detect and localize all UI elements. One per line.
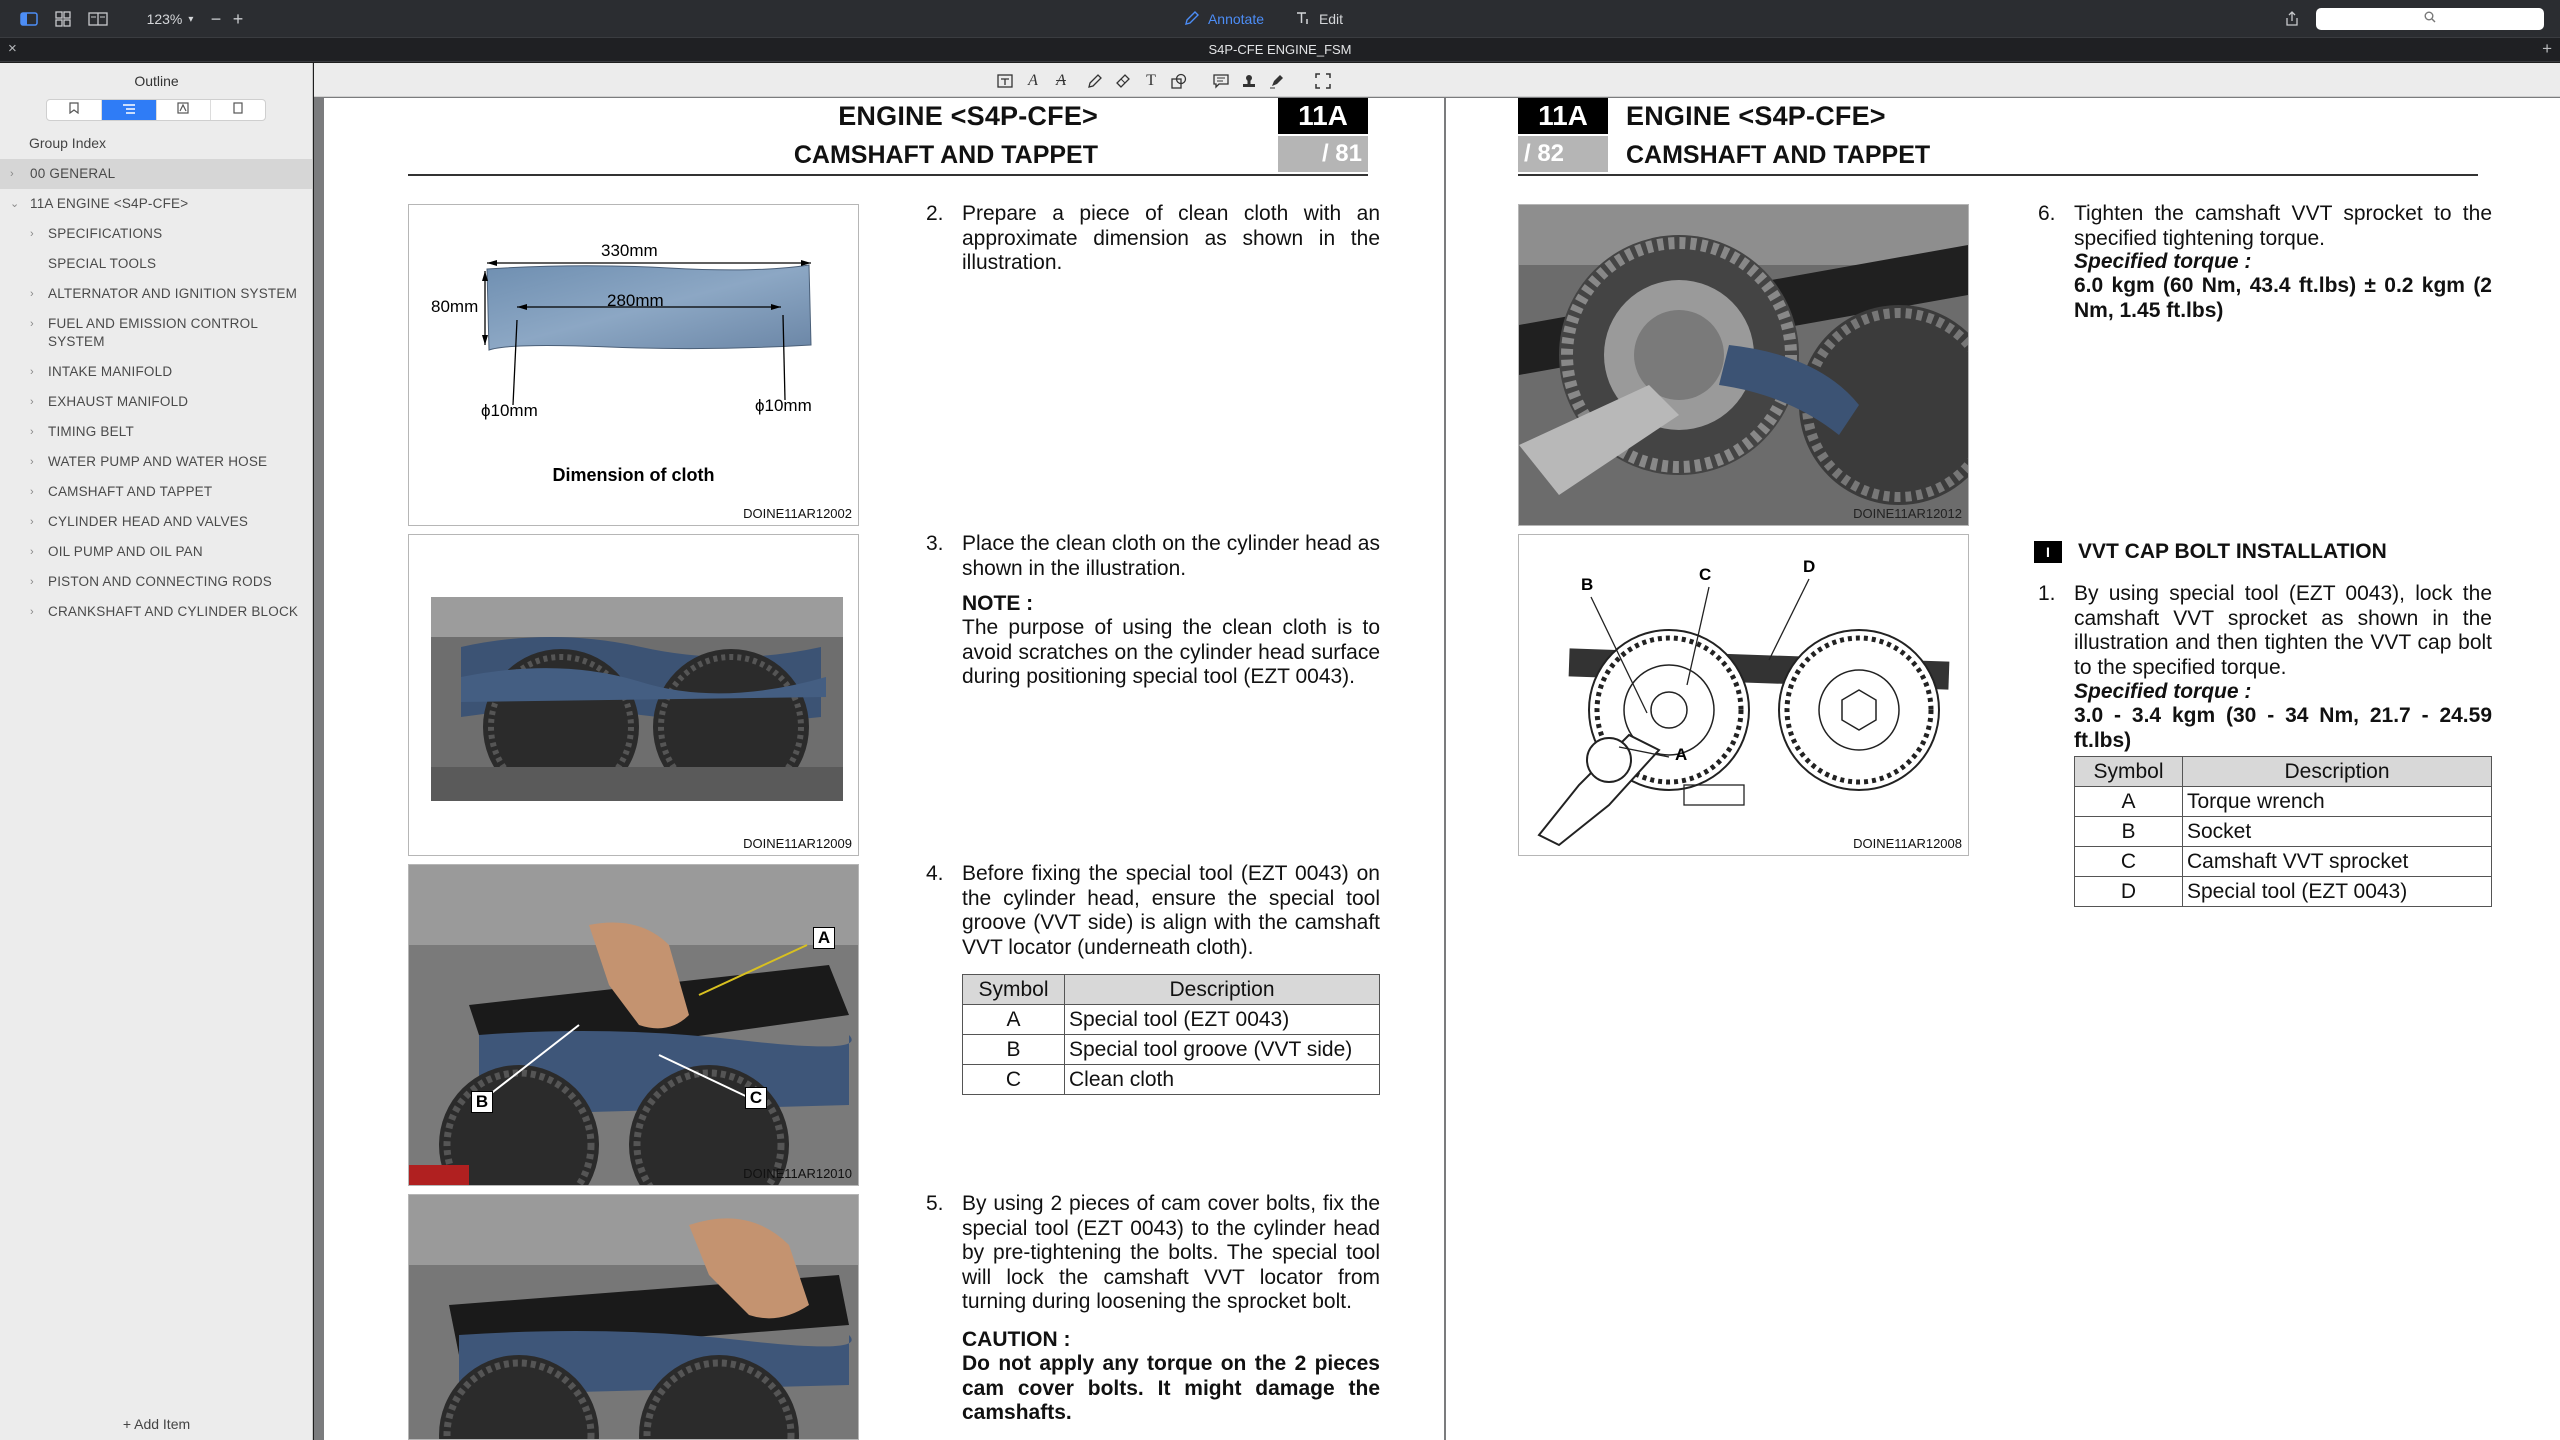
chevron-right-icon[interactable]: ›	[30, 396, 34, 408]
text-tool-icon[interactable]: T	[1146, 72, 1156, 89]
strikethrough-icon[interactable]: A	[1056, 72, 1066, 89]
annotation-toolbar	[314, 63, 2560, 97]
step-6-torque-value: 6.0 kgm (60 Nm, 43.4 ft.lbs) ± 0.2 kgm (2 Nm, 1.45 ft.lbs)	[2074, 274, 2492, 322]
eraser-icon[interactable]	[1114, 72, 1132, 90]
outline-item-label: TIMING BELT	[48, 424, 134, 439]
outline-item-label: SPECIAL TOOLS	[48, 256, 157, 271]
dimension-330: 330mm	[601, 241, 658, 260]
chevron-right-icon[interactable]: ›	[30, 576, 34, 588]
outline-tab[interactable]	[102, 100, 157, 120]
chevron-right-icon[interactable]: ›	[30, 366, 34, 378]
callout-c: C	[1699, 565, 1712, 584]
bookmark-icon	[69, 101, 79, 119]
table-cell-symbol: A	[963, 1005, 1065, 1035]
step-5-caution-text: Do not apply any torque on the 2 pieces cam cover bolts. It might damage the camshafts.	[962, 1352, 1380, 1424]
step-2-number: 2.	[926, 202, 944, 225]
figure-code: DOINE11AR12012	[1853, 506, 1962, 521]
figure-cloth-on-head	[408, 534, 859, 856]
figure-bolts-pretighten	[408, 1194, 859, 1440]
chevron-right-icon[interactable]: ›	[30, 288, 34, 300]
table-row	[2075, 787, 2492, 817]
chevron-right-icon[interactable]: ›	[30, 456, 34, 468]
outline-item-label: FUEL AND EMISSION CONTROL SYSTEM	[48, 316, 258, 349]
step-5-text: By using 2 pieces of cam cover bolts, fix the special tool (EZT 0043) to the cylinder head by pre-tightening the bolts. The special tool will lock the camshaft VVT locator from turning during loosening the sprocket bolt.	[962, 1192, 1380, 1313]
section-title: VVT CAP BOLT INSTALLATION	[2078, 540, 2387, 563]
step-1-text: By using special tool (EZT 0043), lock the camshaft VVT sprocket as shown in the illustration and then tighten the VVT cap bolt to the specified torque.	[2074, 582, 2492, 679]
callout-c: C	[745, 1087, 767, 1109]
step-6-number: 6.	[2038, 202, 2056, 225]
outline-item-alternator[interactable]	[0, 279, 312, 309]
step-2-text: Prepare a piece of clean cloth with an approximate dimension as shown in the illustration.	[962, 202, 1380, 274]
bookmark-tab[interactable]	[47, 100, 102, 120]
outline-item-label: CAMSHAFT AND TAPPET	[48, 484, 213, 499]
outline-list	[0, 159, 312, 627]
two-page-view-icon[interactable]	[86, 8, 110, 30]
list-icon	[122, 101, 136, 119]
step-6-text: Tighten the camshaft VVT sprocket to the specified tightening torque.	[2074, 202, 2492, 250]
chevron-right-icon[interactable]: ›	[30, 486, 34, 498]
outline-item-camshaft-tappet[interactable]	[0, 477, 312, 507]
outline-item-timing-belt[interactable]	[0, 417, 312, 447]
pages-tab[interactable]	[211, 100, 265, 120]
table-row	[2075, 847, 2492, 877]
page-header-subtitle: CAMSHAFT AND TAPPET	[793, 141, 1098, 169]
outline-item-special-tools[interactable]	[0, 249, 312, 279]
outline-item-exhaust-manifold[interactable]	[0, 387, 312, 417]
outline-item-label: SPECIFICATIONS	[48, 226, 163, 241]
table-header-description: Description	[2183, 757, 2492, 787]
outline-sidebar	[0, 63, 313, 1440]
header-divider	[1518, 174, 2478, 176]
step-4-symbol-table	[962, 974, 1380, 1095]
outline-item-label: EXHAUST MANIFOLD	[48, 394, 189, 409]
page-header-subtitle: CAMSHAFT AND TAPPET	[1626, 141, 1931, 169]
comment-icon[interactable]	[1212, 72, 1230, 90]
document-area	[314, 63, 2560, 1440]
outline-item-label: PISTON AND CONNECTING RODS	[48, 574, 272, 589]
step-4-number: 4.	[926, 862, 944, 885]
group-index-label: Group Index	[29, 135, 107, 151]
callout-a: A	[1675, 745, 1688, 764]
table-row	[963, 1065, 1380, 1095]
figure-caption: Dimension of cloth	[552, 465, 715, 485]
table-cell-symbol: B	[963, 1035, 1065, 1065]
zoom-dropdown[interactable]	[142, 8, 198, 30]
step-1-symbol-table	[2074, 756, 2492, 907]
share-icon[interactable]	[2282, 8, 2302, 30]
table-cell-symbol: B	[2075, 817, 2183, 847]
close-tab-icon[interactable]: ×	[8, 40, 17, 57]
dimension-phi-right: ϕ10mm	[755, 396, 812, 415]
figure-code: DOINE11AR12010	[743, 1166, 852, 1181]
figure-code: DOINE11AR12002	[743, 506, 852, 521]
outline-item-label: 00 GENERAL	[30, 166, 116, 181]
chevron-right-icon[interactable]: ›	[10, 168, 14, 180]
dimension-280: 280mm	[607, 291, 664, 310]
signature-pen-icon[interactable]	[1268, 72, 1286, 90]
callout-b: B	[1581, 575, 1594, 594]
step-5-caution-heading: CAUTION :	[962, 1328, 1071, 1351]
pencil-icon[interactable]	[1086, 72, 1104, 90]
highlight-text-icon[interactable]: A	[1028, 72, 1038, 89]
step-3-note-text: The purpose of using the clean cloth is to avoid scratches on the cylinder head surface during positioning special tool (EZT 0043).	[962, 616, 1380, 688]
figure-vvt-sprocket-tighten	[1518, 204, 1969, 526]
annotate-label: Annotate	[1207, 11, 1265, 27]
stamp-icon[interactable]	[1240, 72, 1258, 90]
table-cell-description: Special tool (EZT 0043)	[2183, 877, 2492, 907]
table-cell-symbol: A	[2075, 787, 2183, 817]
step-1-torque-heading: Specified torque :	[2074, 680, 2252, 703]
annotations-tab[interactable]	[157, 100, 212, 120]
outline-item-label: ALTERNATOR AND IGNITION SYSTEM	[48, 286, 298, 301]
section-marker-icon: I	[2034, 541, 2062, 563]
chevron-down-icon: ▾	[188, 13, 194, 25]
text-edit-icon	[1295, 10, 1311, 29]
page-number-badge: / 82	[1518, 136, 1608, 172]
pdf-page-82	[1446, 98, 2560, 1440]
document-tab-title[interactable]: S4P-CFE ENGINE_FSM	[1208, 42, 1352, 57]
figure-code: DOINE11AR12009	[743, 836, 852, 851]
grid-view-icon[interactable]	[52, 8, 74, 30]
outline-title: Outline	[134, 73, 179, 89]
step-1-number: 1.	[2038, 582, 2056, 605]
top-toolbar	[0, 0, 2560, 38]
table-row	[963, 1005, 1380, 1035]
outline-item-crankshaft[interactable]	[0, 597, 312, 627]
text-box-icon[interactable]	[996, 72, 1014, 90]
outline-item-cylinder-head[interactable]	[0, 507, 312, 537]
shapes-icon[interactable]	[1170, 72, 1188, 90]
step-5-number: 5.	[926, 1192, 944, 1215]
table-cell-description: Torque wrench	[2183, 787, 2492, 817]
add-item-button[interactable]: + Add Item	[122, 1416, 191, 1432]
step-4-text: Before fixing the special tool (EZT 0043) on the cylinder head, ensure the special tool groove (VVT side) is align with the camshaft VVT locator (underneath cloth).	[962, 862, 1380, 959]
chevron-down-icon[interactable]: ⌄	[10, 198, 20, 210]
edit-mode-button[interactable]	[1294, 8, 1344, 30]
outline-item-label: INTAKE MANIFOLD	[48, 364, 173, 379]
annotate-mode-button[interactable]	[1184, 8, 1264, 30]
table-row	[2075, 877, 2492, 907]
header-divider	[408, 174, 1368, 176]
figure-vvt-cap-bolt-drawing	[1518, 534, 1969, 856]
outline-item-general[interactable]	[0, 159, 312, 189]
outline-item-water-pump[interactable]	[0, 447, 312, 477]
step-1-torque-value: 3.0 - 3.4 kgm (30 - 34 Nm, 21.7 - 24.59 ft.lbs)	[2074, 704, 2492, 752]
chevron-right-icon[interactable]: ›	[30, 516, 34, 528]
table-cell-symbol: C	[963, 1065, 1065, 1095]
page-number-badge: / 81	[1278, 136, 1368, 172]
table-cell-description: Special tool groove (VVT side)	[1065, 1035, 1380, 1065]
chevron-right-icon[interactable]: ›	[30, 606, 34, 618]
zoom-in-button[interactable]: +	[232, 8, 244, 29]
dimension-80: 80mm	[431, 297, 479, 316]
outline-item-specifications[interactable]	[0, 219, 312, 249]
table-cell-description: Socket	[2183, 817, 2492, 847]
step-3-note-heading: NOTE :	[962, 592, 1034, 615]
selection-tool-icon[interactable]	[1314, 72, 1332, 90]
chevron-right-icon[interactable]: ›	[30, 546, 34, 558]
pen-icon	[1184, 10, 1200, 29]
figure-code: DOINE11AR12008	[1853, 836, 1962, 851]
outline-item-label: 11A ENGINE <S4P-CFE>	[30, 196, 189, 211]
new-tab-icon[interactable]: +	[2542, 39, 2552, 58]
page-icon	[233, 101, 243, 119]
table-cell-description: Clean cloth	[1065, 1065, 1380, 1095]
page-header-title: ENGINE <S4P-CFE>	[1626, 101, 1886, 131]
edit-label: Edit	[1318, 11, 1344, 27]
section-code-badge: 11A	[1278, 98, 1368, 134]
figure-special-tool-alignment	[408, 864, 859, 1186]
table-cell-description: Camshaft VVT sprocket	[2183, 847, 2492, 877]
callout-d: D	[1803, 557, 1816, 576]
step-6-torque-heading: Specified torque :	[2074, 250, 2252, 273]
tab-bar	[0, 38, 2560, 62]
callout-a: A	[813, 927, 835, 949]
outline-item-fuel-emission[interactable]	[0, 309, 312, 357]
outline-item-intake-manifold[interactable]	[0, 357, 312, 387]
sidebar-toggle-icon[interactable]	[18, 8, 40, 30]
pdf-page-81	[324, 98, 1444, 1440]
outline-item-piston[interactable]	[0, 567, 312, 597]
callout-b: B	[471, 1091, 493, 1113]
dimension-phi-left: ϕ10mm	[481, 401, 538, 420]
chevron-right-icon[interactable]: ›	[30, 228, 34, 240]
step-3-text: Place the clean cloth on the cylinder head as shown in the illustration.	[962, 532, 1380, 580]
zoom-value: 123%	[146, 11, 183, 27]
outline-item-label: CYLINDER HEAD AND VALVES	[48, 514, 249, 529]
outline-item-label: CRANKSHAFT AND CYLINDER BLOCK	[48, 604, 299, 619]
zoom-out-button[interactable]: −	[210, 8, 222, 29]
table-header-description: Description	[1065, 975, 1380, 1005]
table-header-symbol: Symbol	[963, 975, 1065, 1005]
chevron-right-icon[interactable]: ›	[30, 426, 34, 438]
section-code-badge: 11A	[1518, 98, 1608, 134]
table-cell-symbol: C	[2075, 847, 2183, 877]
figure-cloth-dimension	[408, 204, 859, 526]
table-cell-description: Special tool (EZT 0043)	[1065, 1005, 1380, 1035]
table-row	[963, 1035, 1380, 1065]
search-icon	[2424, 10, 2436, 28]
step-3-number: 3.	[926, 532, 944, 555]
section-heading-vvt-cap-bolt	[2034, 540, 2387, 564]
outline-item-11a-engine[interactable]	[0, 189, 312, 219]
table-header-symbol: Symbol	[2075, 757, 2183, 787]
engine-photo	[431, 597, 843, 801]
chevron-right-icon[interactable]: ›	[30, 318, 34, 330]
outline-item-label: OIL PUMP AND OIL PAN	[48, 544, 203, 559]
sidebar-segmented-control	[46, 99, 266, 121]
table-cell-symbol: D	[2075, 877, 2183, 907]
annotation-icon	[177, 101, 189, 119]
outline-item-label: WATER PUMP AND WATER HOSE	[48, 454, 268, 469]
page-header-title: ENGINE <S4P-CFE>	[838, 101, 1098, 131]
outline-item-oil-pump[interactable]	[0, 537, 312, 567]
search-input[interactable]	[2316, 8, 2544, 30]
table-row	[2075, 817, 2492, 847]
